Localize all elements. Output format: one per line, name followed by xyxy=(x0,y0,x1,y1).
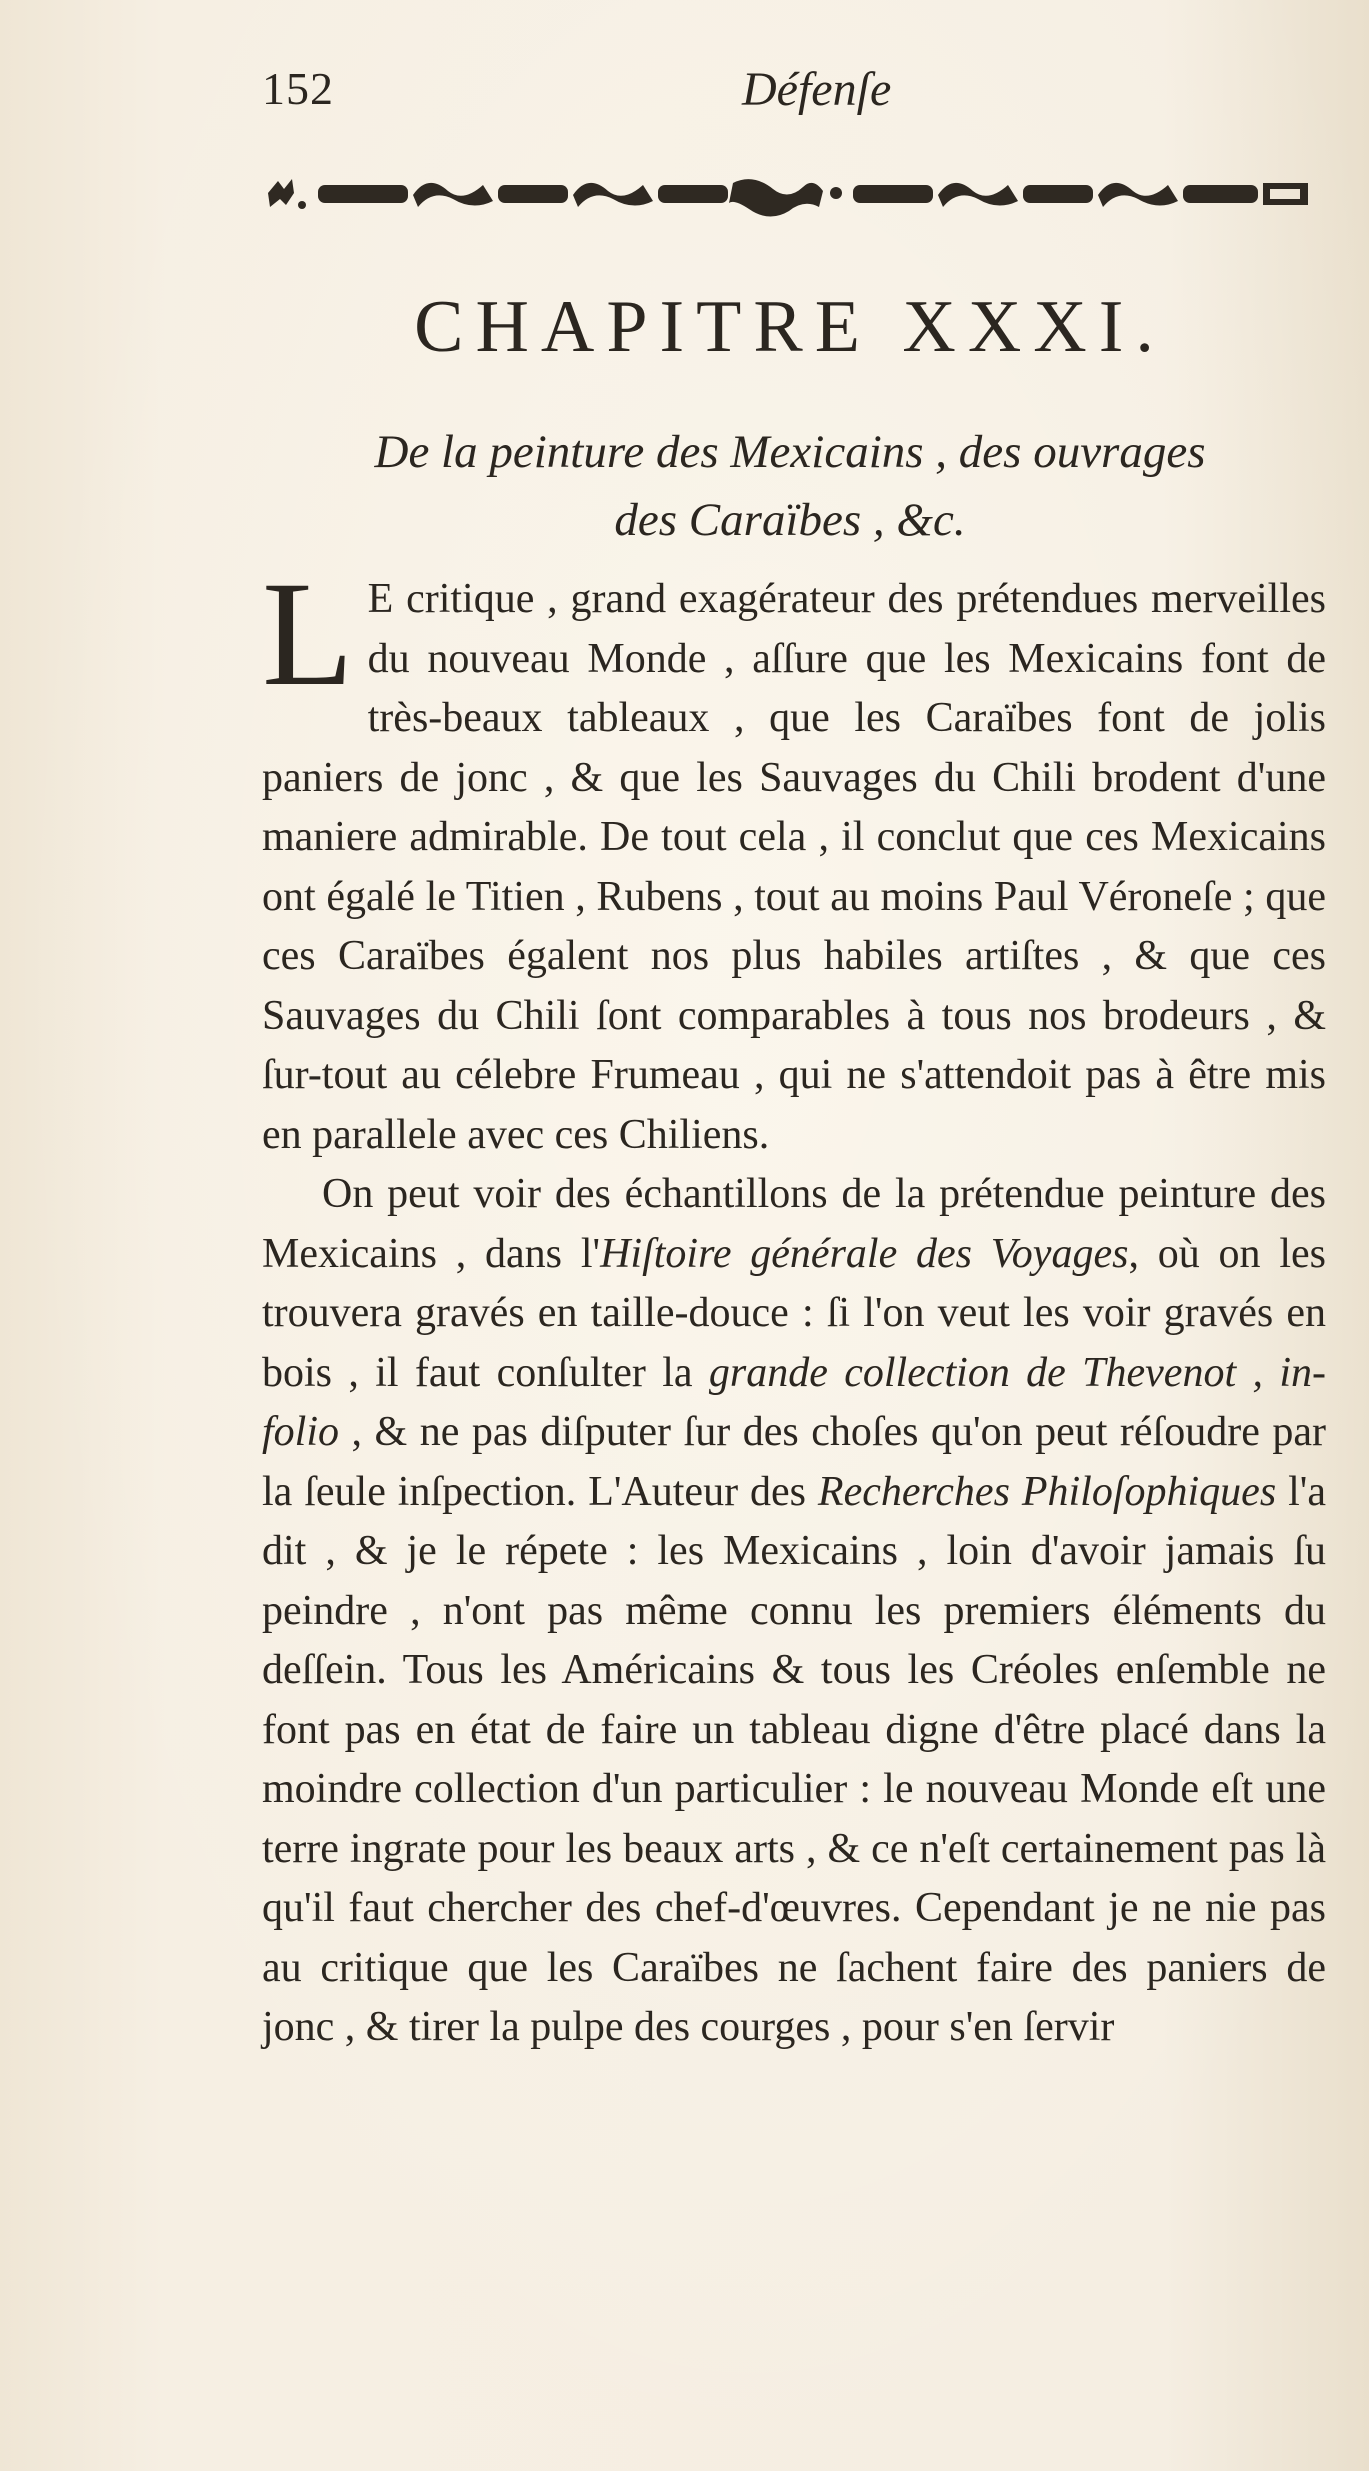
page-number: 152 xyxy=(262,63,334,114)
italic-title-recherches: Recherches Philoſophiques xyxy=(817,1468,1277,1515)
running-title: Défenſe xyxy=(742,63,892,116)
drop-cap: L xyxy=(262,551,354,717)
paragraph-2-text-1: On peut voir des échantillons de la prétendue peinture des Mexicains , dans l' xyxy=(262,1171,1326,1277)
subtitle-line-2: des Caraïbes , &c. xyxy=(614,494,966,546)
chapter-subtitle xyxy=(262,418,1318,554)
paragraph-1 xyxy=(262,551,1326,1165)
italic-title-histoire: Hiſtoire générale des Voyages xyxy=(600,1230,1129,1277)
decorative-ornament-icon xyxy=(258,165,1318,221)
chapter-title: CHAPITRE XXXI. xyxy=(414,286,1166,368)
running-head xyxy=(262,62,1122,132)
paragraph-2-text-2: , où on les trouvera gravés en taille-douce : ſi l'on veut les voir gravés en bois , il faut conſulter la xyxy=(262,1230,1326,1396)
paragraph-2 xyxy=(262,1165,1326,2058)
italic-title-thevenot: grande collection de Thevenot , in-folio xyxy=(262,1349,1326,1455)
subtitle-line-1: De la peinture des Mexicains , des ouvrages xyxy=(374,426,1206,478)
paragraph-2-text-4: l'a dit , & je le répete : les Mexicains , loin d'avoir jamais ſu peindre , n'ont pas même connu les premiers éléments du deſſein. Tous les Américains & tous les Créoles enſemble ne font pas en état de faire un tableau digne d'être placé dans la moindre collection d'un particulier : le nouveau Monde eſt une terre ingrate pour les beaux arts , & ce n'eſt certainement pas là qu'il faut chercher des chef-d'œuvres. Cependant je ne nie pas au critique que les Caraïbes ne ſachent faire des paniers de jonc , & tirer la pulpe des courges , pour s'en ſervir xyxy=(262,1468,1326,2050)
paragraph-2-text-3: , & ne pas diſputer ſur des choſes qu'on peut réſoudre par la ſeule inſpection. L'Auteur des xyxy=(262,1409,1326,1515)
body-text xyxy=(262,551,1326,2058)
paragraph-1-text: E critique , grand exagérateur des prétendues merveilles du nouveau Monde , aſſure que les Mexicains font de très-beaux tableaux , que les Caraïbes font de jolis paniers de jonc , & que les Sauvages du Chili brodent d'une maniere admirable. De tout cela , il conclut que ces Mexicains ont égalé le Titien , Rubens , tout au moins Paul Véroneſe ; que ces Caraïbes égalent nos plus habiles artiſtes , & que ces Sauvages du Chili ſont comparables à tous nos brodeurs , & ſur-tout au célebre Frumeau , qui ne s'attendoit pas à être mis en parallele avec ces Chiliens. xyxy=(262,576,1326,1158)
